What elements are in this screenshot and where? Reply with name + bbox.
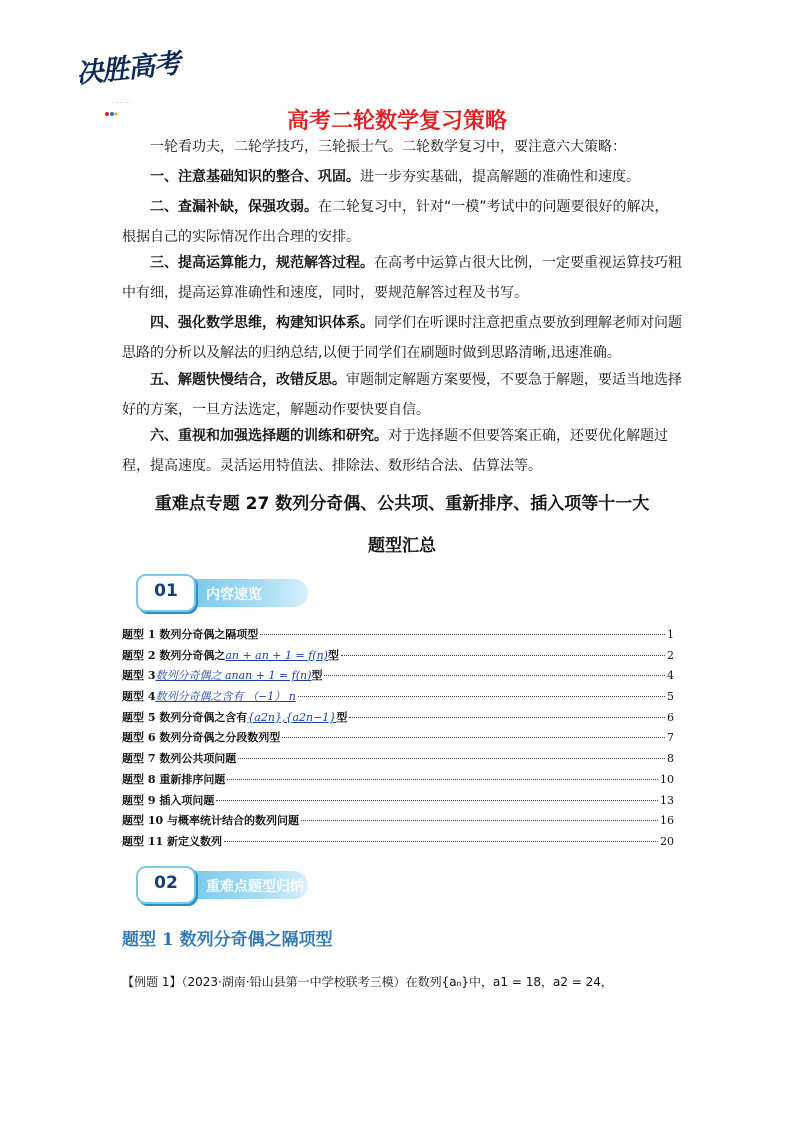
- logo-text: 决胜高考: [74, 48, 182, 90]
- toc-math: 数列分奇偶之 anan + 1 = f(n): [155, 669, 312, 683]
- toc-label: 题型 4: [122, 690, 156, 704]
- toc-page: 2: [667, 648, 674, 662]
- logo-subtitle: · ·· ·· ·· ·: [112, 100, 132, 106]
- toc-suffix: 型: [336, 710, 348, 724]
- toc-label: 题型 11 新定义数列: [122, 834, 222, 848]
- toc-leader: [224, 841, 658, 842]
- toc-item[interactable]: [122, 833, 674, 854]
- toc-label: 题型 5 数列分奇偶之含有: [122, 710, 248, 724]
- paragraph-intro: [122, 132, 682, 162]
- paragraph-strategy-1: [122, 162, 682, 192]
- toc-page: 5: [667, 690, 674, 704]
- banner-number: 02: [136, 866, 196, 904]
- table-of-contents: [122, 626, 674, 854]
- toc-item[interactable]: [122, 667, 674, 688]
- toc-item[interactable]: [122, 626, 674, 647]
- paragraph-text: 审题制定解题方案要慢，不要急于解题，要适当地选择好的方案，一旦方法选定，解题动作要快要自信。: [122, 372, 682, 418]
- toc-label: 题型 10 与概率统计结合的数列问题: [122, 814, 299, 828]
- paragraph-strategy-5: [122, 365, 682, 425]
- paragraph-text: 同学们在听课时注意把重点要放到理解老师对问题思路的分析以及解法的归纳总结,以便于同学们在刷题时做到思路清晰,迅速准确。: [122, 315, 682, 361]
- toc-page: 1: [667, 628, 674, 641]
- subject-title-line1: 重难点专题 27 数列分奇偶、公共项、重新排序、插入项等十一大: [154, 494, 650, 514]
- toc-page: 7: [667, 731, 674, 745]
- section-banner-overview: [132, 574, 310, 608]
- toc-leader: [260, 634, 665, 635]
- toc-math: {a2n},{a2n−1}: [247, 710, 337, 724]
- toc-leader: [282, 737, 665, 738]
- toc-item[interactable]: [122, 771, 674, 792]
- toc-item[interactable]: [122, 812, 674, 833]
- toc-page: 6: [667, 710, 674, 724]
- paragraph-text: 在高考中运算占很大比例，一定要重视运算技巧粗中有细，提高运算准确性和速度，同时，要规范解答过程及书写。: [122, 255, 682, 301]
- toc-page: 10: [660, 772, 674, 786]
- toc-label: 题型 1 数列分奇偶之隔项型: [122, 628, 259, 641]
- toc-label: 题型 8 重新排序问题: [122, 772, 226, 786]
- toc-item[interactable]: [122, 792, 674, 813]
- toc-page: 20: [660, 834, 674, 848]
- toc-item[interactable]: [122, 750, 674, 771]
- toc-suffix: 型: [311, 669, 323, 683]
- toc-leader: [216, 800, 658, 801]
- paragraph-text: 进一步夯实基础，提高解题的准确性和速度。: [360, 169, 640, 185]
- paragraph-bold: 六、重视和加强选择题的训练和研究。: [150, 428, 388, 444]
- toc-item[interactable]: [122, 688, 674, 709]
- toc-label: 题型 6 数列分奇偶之分段数列型: [122, 731, 281, 745]
- toc-label: 题型 9 插入项问题: [122, 793, 215, 807]
- toc-leader: [301, 820, 658, 821]
- toc-page: 8: [667, 752, 674, 766]
- section-heading: 题型 1 数列分奇偶之隔项型: [122, 930, 333, 950]
- toc-leader: [341, 655, 665, 656]
- toc-leader: [349, 717, 665, 718]
- paragraph-bold: 三、提高运算能力，规范解答过程。: [150, 255, 374, 271]
- toc-leader: [298, 696, 665, 697]
- paragraph-bold: 五、解题快慢结合，改错反思。: [150, 372, 346, 388]
- paragraph-text: 在二轮复习中，针对“一模”考试中的问题要很好的解决，根据自己的实际情况作出合理的安排。: [122, 199, 669, 245]
- toc-page: 13: [660, 793, 674, 807]
- toc-leader: [324, 675, 665, 676]
- paragraph-strategy-4: [122, 308, 682, 368]
- banner-number: 01: [136, 574, 196, 612]
- page-title: 高考二轮数学复习策略: [286, 109, 507, 134]
- toc-suffix: 型: [327, 648, 339, 662]
- example-text: 【例题 1】（2023·湖南·铅山县第一中学校联考三模）在数列{aₙ}中，a1 = 18，a2 = 24，: [122, 975, 613, 989]
- paragraph-strategy-2: [122, 192, 682, 252]
- toc-page: 16: [660, 814, 674, 828]
- section-banner-types: [132, 866, 310, 900]
- paragraph-bold: 四、强化数学思维，构建知识体系。: [150, 315, 374, 331]
- subject-title-line2: 题型汇总: [368, 536, 436, 556]
- paragraph-bold: 一、注意基础知识的整合、巩固。: [150, 169, 360, 185]
- toc-math: an + an + 1 = f(n): [225, 648, 328, 662]
- toc-item[interactable]: [122, 709, 674, 730]
- paragraph-bold: 二、查漏补缺，保强攻弱。: [150, 199, 318, 215]
- toc-math: 数列分奇偶之含有 （−1） n: [155, 690, 296, 704]
- paragraph-strategy-3: [122, 248, 682, 308]
- paragraph-text: 一轮看功夫，二轮学技巧，三轮振士气。二轮数学复习中，要注意六大策略：: [150, 139, 626, 155]
- toc-leader: [227, 779, 658, 780]
- banner-label: 内容速览: [206, 587, 262, 603]
- toc-item[interactable]: [122, 729, 674, 750]
- paragraph-text: 对于选择题不但要答案正确，还要优化解题过程，提高速度。灵活运用特值法、排除法、数形结合法、估算法等。: [122, 428, 668, 474]
- toc-page: 4: [667, 669, 674, 683]
- toc-label: 题型 7 数列公共项问题: [122, 752, 237, 766]
- banner-label: 重难点题型归纳: [206, 879, 304, 895]
- toc-item[interactable]: [122, 647, 674, 668]
- toc-label: 题型 3: [122, 669, 156, 683]
- toc-leader: [238, 758, 665, 759]
- paragraph-strategy-6: [122, 421, 682, 481]
- toc-label: 题型 2 数列分奇偶之: [122, 648, 226, 662]
